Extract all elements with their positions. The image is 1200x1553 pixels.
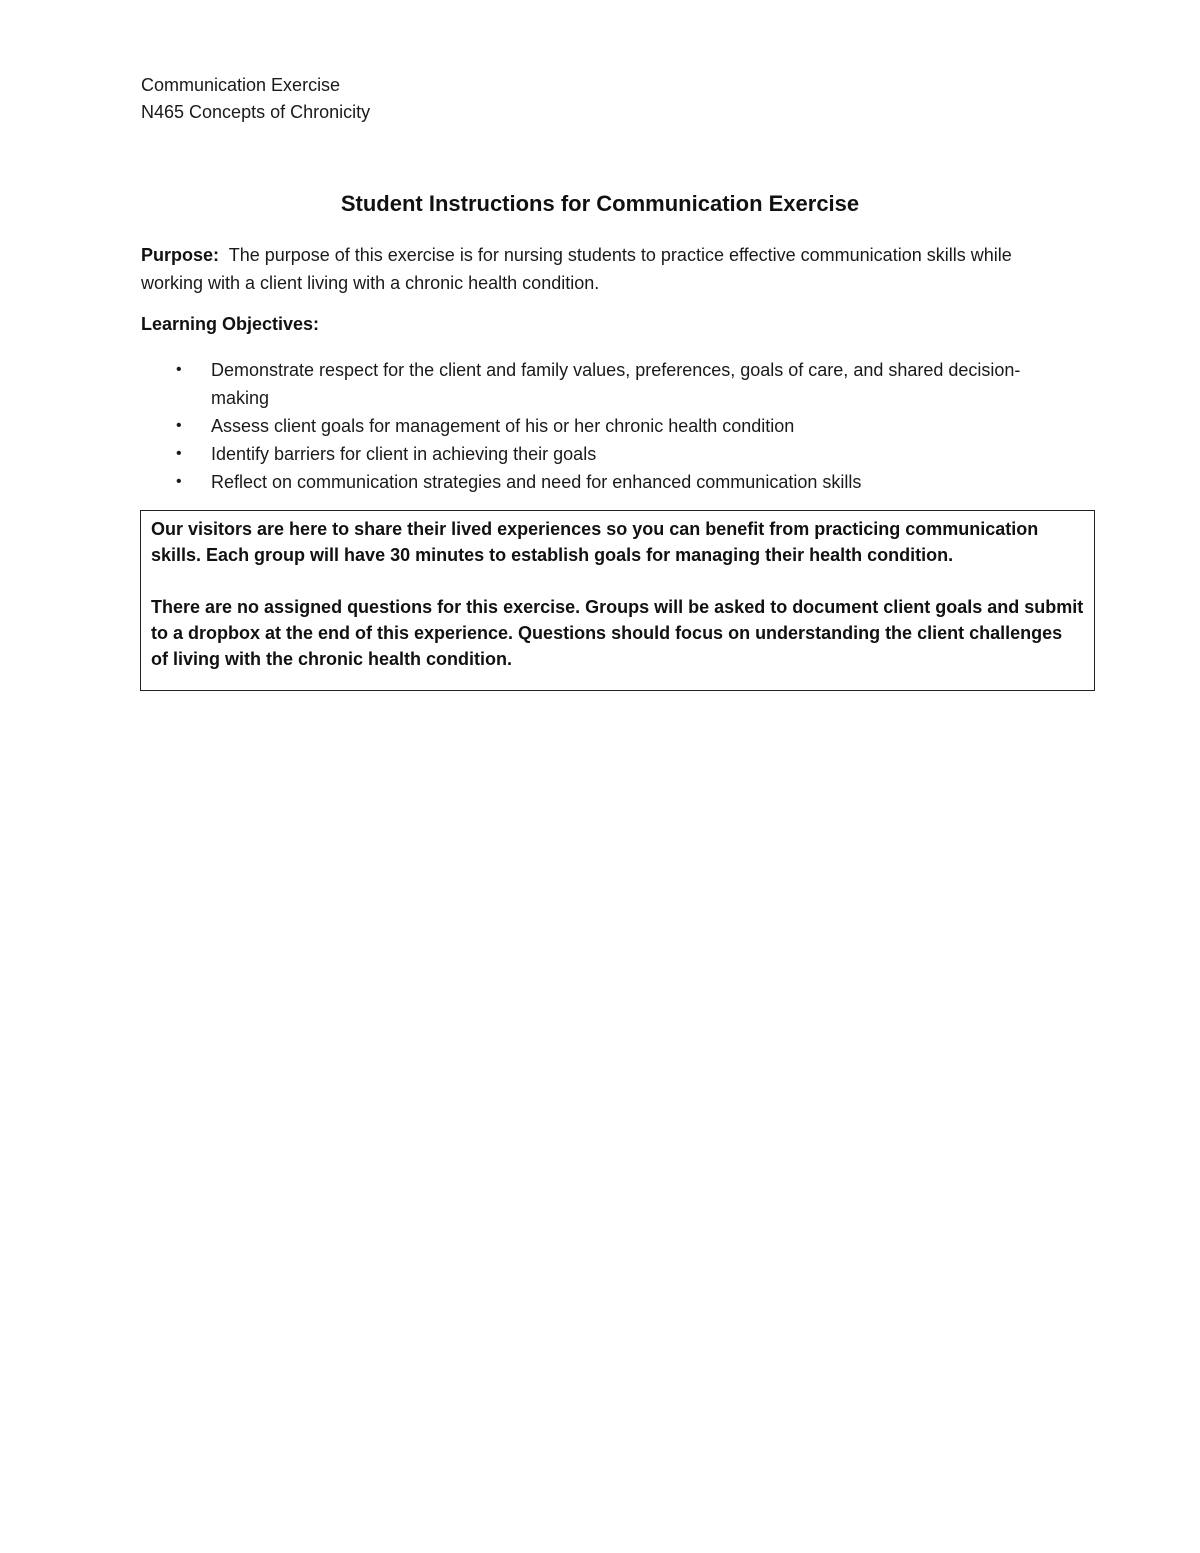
learning-objectives-list: [141, 356, 1041, 496]
purpose-text: The purpose of this exercise is for nursing students to practice effective communication skills while working with a client living with a chronic health condition.: [141, 245, 1012, 293]
objective-text: Demonstrate respect for the client and family values, preferences, goals of care, and shared decision-making: [211, 360, 1021, 408]
purpose-label: Purpose:: [141, 245, 220, 265]
page-title: Student Instructions for Communication Exercise: [340, 191, 860, 216]
purpose-paragraph: [141, 241, 1071, 297]
learning-objectives-heading: Learning Objectives:: [141, 314, 320, 334]
notice-box: [140, 510, 1095, 691]
header-course-exercise: Communication Exercise: [141, 75, 341, 95]
bullet-icon: •: [176, 417, 182, 434]
objective-text: Identify barriers for client in achieving their goals: [211, 444, 597, 464]
objective-text: Assess client goals for management of his or her chronic health condition: [211, 416, 795, 436]
bullet-icon: •: [176, 361, 182, 378]
list-item: [141, 412, 1041, 440]
header-course-name: N465 Concepts of Chronicity: [141, 102, 371, 122]
bullet-icon: •: [176, 473, 182, 490]
notice-paragraph-questions: There are no assigned questions for this exercise. Groups will be asked to document client goals and submit to a dropbox at the end of this experience. Questions should focus on understanding the client challenges of living with the chronic health condition.: [151, 597, 1084, 669]
list-item: [141, 468, 1041, 496]
bullet-icon: •: [176, 445, 182, 462]
objective-text: Reflect on communication strategies and need for enhanced communication skills: [211, 472, 862, 492]
list-item: [141, 356, 1041, 412]
notice-paragraph-visitors: Our visitors are here to share their lived experiences so you can benefit from practicing communication skills. Each group will have 30 minutes to establish goals for managing their health condition.: [151, 519, 1039, 565]
list-item: [141, 440, 1041, 468]
